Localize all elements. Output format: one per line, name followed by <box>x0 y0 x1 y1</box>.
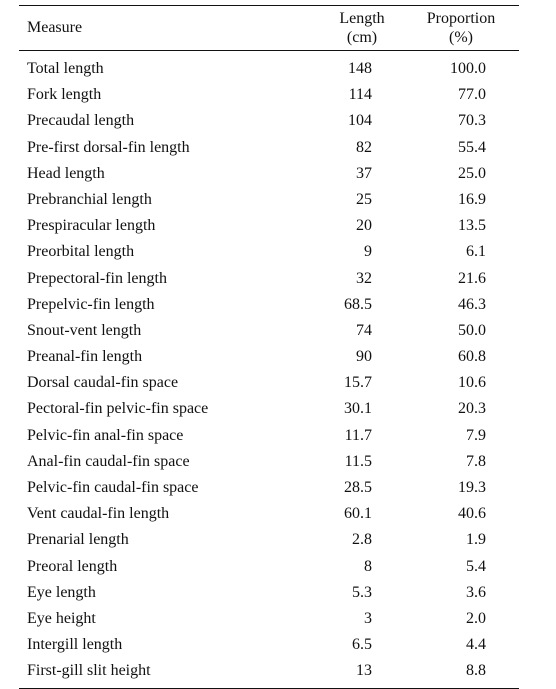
table-body <box>19 51 519 688</box>
table-row <box>19 292 519 318</box>
cell-length: 6.5 <box>352 636 372 654</box>
cell-measure: Prepelvic-fin length <box>27 295 155 313</box>
table-row <box>19 606 519 632</box>
cell-measure: Pelvic-fin caudal-fin space <box>27 479 199 496</box>
cell-proportion: 3.6 <box>466 583 486 601</box>
cell-length: 5.3 <box>352 583 372 601</box>
cell-proportion: 77.0 <box>458 86 486 104</box>
table-row <box>19 475 519 501</box>
cell-measure: Head length <box>27 164 105 182</box>
table-row <box>19 449 519 475</box>
cell-proportion: 2.0 <box>466 609 486 627</box>
table-row <box>19 266 519 292</box>
cell-proportion: 19.3 <box>458 479 486 496</box>
cell-length: 25 <box>356 190 372 208</box>
cell-length: 2.8 <box>352 531 372 549</box>
cell-proportion: 40.6 <box>458 505 486 523</box>
table-row <box>19 56 519 82</box>
cell-proportion: 70.3 <box>458 112 486 130</box>
table-row <box>19 527 519 553</box>
cell-proportion: 55.4 <box>458 138 486 156</box>
table-row <box>19 82 519 108</box>
cell-measure: Prenarial length <box>27 531 129 549</box>
cell-length: 90 <box>356 348 372 366</box>
cell-measure: Preanal-fin length <box>27 348 143 366</box>
cell-proportion: 7.9 <box>466 426 486 444</box>
header-proportion-unit: (%) <box>449 29 473 46</box>
cell-proportion: 20.3 <box>458 400 486 418</box>
cell-length: 104 <box>348 112 372 130</box>
table-row <box>19 554 519 580</box>
cell-measure: Vent caudal-fin length <box>27 505 170 523</box>
cell-proportion: 46.3 <box>458 295 486 313</box>
header-proportion-title: Proportion <box>426 10 496 27</box>
table-row <box>19 396 519 422</box>
table-row <box>19 187 519 213</box>
cell-proportion: 1.9 <box>466 531 486 549</box>
cell-proportion: 4.4 <box>466 636 486 654</box>
cell-measure: Pelvic-fin anal-fin space <box>27 426 184 444</box>
header-length-unit: (cm) <box>346 29 378 46</box>
cell-length: 28.5 <box>344 479 372 496</box>
cell-proportion: 5.4 <box>466 557 486 575</box>
cell-measure: First-gill slit height <box>27 662 151 680</box>
header-length-title: Length <box>339 10 385 27</box>
table-row <box>19 135 519 161</box>
cell-proportion: 6.1 <box>466 243 486 261</box>
cell-measure: Eye height <box>27 609 96 627</box>
cell-length: 148 <box>348 60 372 77</box>
cell-length: 13 <box>356 662 372 680</box>
cell-length: 20 <box>356 217 372 235</box>
table-header <box>19 6 519 50</box>
cell-proportion: 100.0 <box>450 60 486 77</box>
cell-measure: Snout-vent length <box>27 321 142 339</box>
cell-length: 60.1 <box>344 505 372 523</box>
table-row <box>19 318 519 344</box>
cell-length: 30.1 <box>344 400 372 418</box>
table-row <box>19 108 519 134</box>
cell-proportion: 60.8 <box>458 348 486 366</box>
cell-length: 8 <box>364 557 372 575</box>
cell-length: 11.7 <box>344 426 372 444</box>
table-row <box>19 580 519 606</box>
cell-measure: Prebranchial length <box>27 190 152 208</box>
cell-measure: Total length <box>27 60 104 77</box>
cell-length: 74 <box>356 321 372 339</box>
table-row <box>19 344 519 370</box>
table-row <box>19 501 519 527</box>
cell-length: 68.5 <box>344 295 372 313</box>
cell-length: 3 <box>364 609 372 627</box>
cell-length: 32 <box>356 269 372 287</box>
cell-proportion: 8.8 <box>466 662 486 680</box>
cell-proportion: 10.6 <box>458 374 486 392</box>
cell-measure: Prespiracular length <box>27 217 156 235</box>
cell-length: 11.5 <box>344 452 372 470</box>
cell-measure: Anal-fin caudal-fin space <box>27 452 190 470</box>
cell-measure: Precaudal length <box>27 112 135 130</box>
cell-measure: Preoral length <box>27 557 118 575</box>
cell-measure: Prepectoral-fin length <box>27 269 167 287</box>
cell-measure: Eye length <box>27 583 96 601</box>
cell-length: 82 <box>356 138 372 156</box>
cell-measure: Preorbital length <box>27 243 135 261</box>
cell-length: 9 <box>364 243 372 261</box>
cell-proportion: 7.8 <box>466 452 486 470</box>
table-row <box>19 213 519 239</box>
cell-proportion: 16.9 <box>458 190 486 208</box>
cell-length: 37 <box>356 164 372 182</box>
cell-proportion: 21.6 <box>458 269 486 287</box>
table-row <box>19 423 519 449</box>
table-row <box>19 632 519 658</box>
cell-measure: Pre-first dorsal-fin length <box>27 138 190 156</box>
header-measure: Measure <box>27 19 83 36</box>
cell-measure: Pectoral-fin pelvic-fin space <box>27 400 209 418</box>
cell-proportion: 50.0 <box>458 321 486 339</box>
table-row <box>19 658 519 684</box>
header-proportion <box>411 9 511 47</box>
header-length <box>317 9 407 47</box>
table-row <box>19 239 519 265</box>
cell-measure: Dorsal caudal-fin space <box>27 374 179 392</box>
table-row <box>19 370 519 396</box>
cell-measure: Fork length <box>27 86 102 104</box>
cell-proportion: 13.5 <box>458 217 486 235</box>
cell-measure: Intergill length <box>27 636 123 654</box>
measurements-table <box>19 5 519 689</box>
cell-length: 114 <box>348 86 372 104</box>
cell-length: 15.7 <box>344 374 372 392</box>
table-row <box>19 161 519 187</box>
bottom-rule <box>19 688 519 689</box>
cell-proportion: 25.0 <box>458 164 486 182</box>
